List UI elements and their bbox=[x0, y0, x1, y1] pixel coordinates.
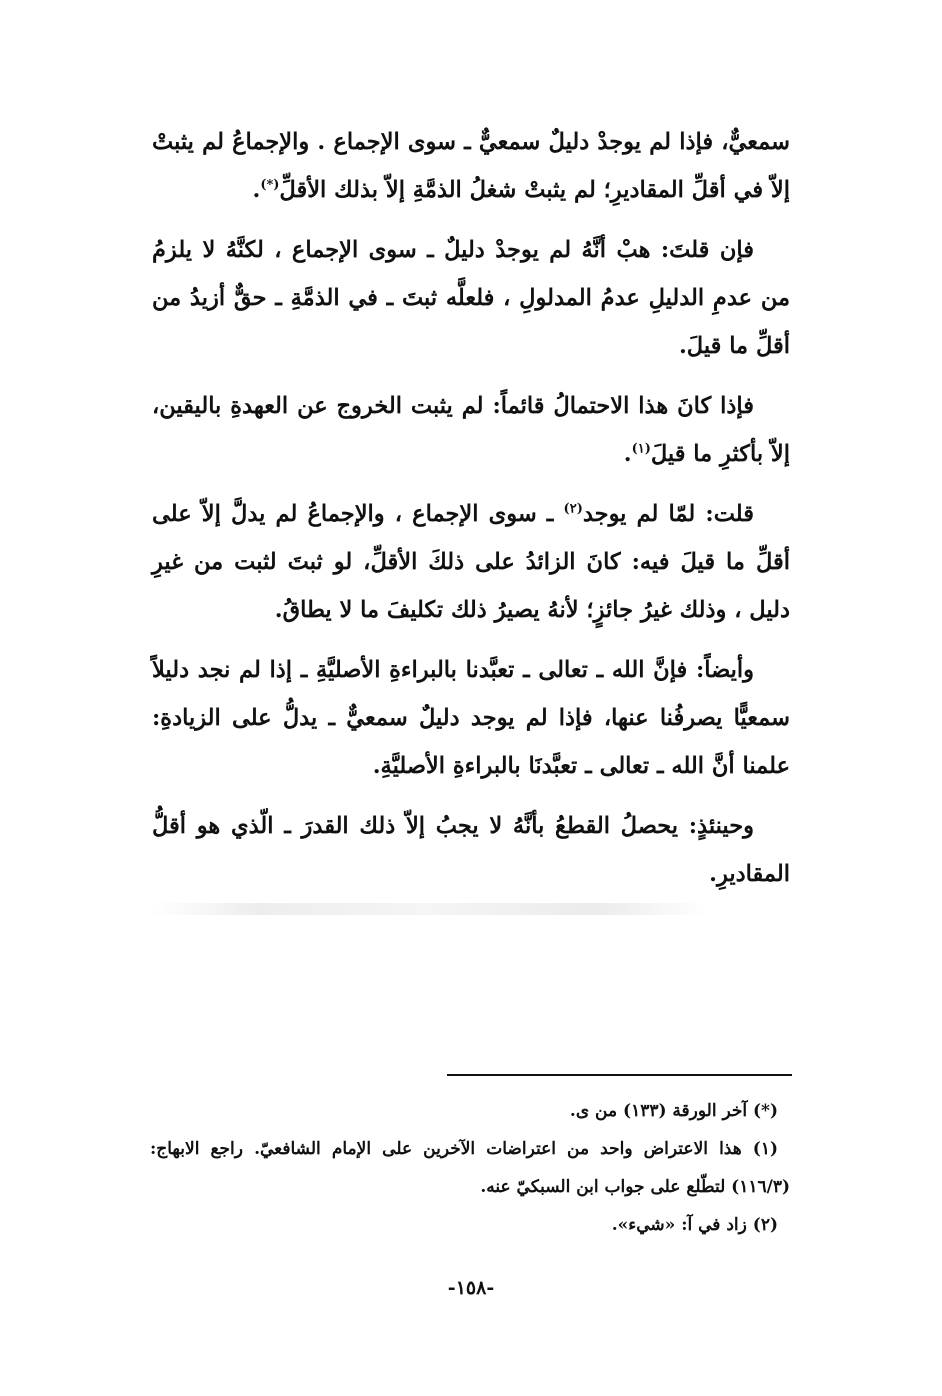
paragraph-4-text: قلت: لمّا لم يوجد bbox=[582, 501, 755, 527]
footnote-marker-2: (٢) bbox=[563, 501, 583, 517]
paragraph-3 bbox=[152, 382, 790, 478]
footnote-marker-star: (*) bbox=[260, 177, 280, 193]
paragraph-5-text: وأيضاً: فإنَّ الله ـ تعالى ـ تعبَّدنا بالبراءةِ الأصليَّةِ ـ إذا لم نجد دليلاً سمعيًّا يصرفُنا عنها، فإذا لم يوجد دليلٌ سمعيٌّ ـ يدلُّ على الزيادةِ: علمنا أنَّ الله ـ تعالى ـ تعبَّدنَا بالبراءةِ الأصليَّةِ. bbox=[152, 657, 790, 779]
paragraph-6 bbox=[152, 802, 790, 898]
paragraph-3-end: . bbox=[623, 441, 632, 467]
main-text bbox=[152, 118, 790, 910]
paragraph-4 bbox=[152, 490, 790, 634]
footnote-divider bbox=[447, 1074, 792, 1076]
footnote-2: (٢) زاد في آ: «شيء». bbox=[611, 1215, 778, 1235]
page-number: -١٥٨- bbox=[447, 1277, 495, 1299]
paragraph-5 bbox=[152, 646, 790, 790]
paragraph-2 bbox=[152, 226, 790, 370]
paragraph-1-text: سمعيٌّ، فإذا لم يوجدْ دليلٌ سمعيٌّ ـ سوى الإجماع . والإجماعُ لم يثبتْ إلاّ في أقلِّ المقاديرِ؛ لم يثبتْ شغلُ الذمَّةِ إلاّ بذلك الأقلِّ bbox=[152, 129, 790, 203]
footnote-1: (١) هذا الاعتراض واحد من اعتراضات الآخرين على الإمام الشافعيّ. راجع الابهاج: (١١٦/٣) لتطّلع على جواب ابن السبكيّ عنه. bbox=[150, 1139, 790, 1197]
paragraph-1-end: . bbox=[252, 177, 261, 203]
paragraph-2-text: فإن قلتَ: هبْ أنَّهُ لم يوجدْ دليلٌ ـ سوى الإجماع ، لكنَّهُ لا يلزمُ من عدمِ الدليلِ عدمُ المدلولِ ، فلعلَّه ثبتَ ـ في الذمَّةِ ـ حقٌّ أزيدُ من أقلِّ ما قيلَ. bbox=[152, 237, 790, 359]
paragraph-1 bbox=[152, 118, 790, 214]
paragraph-6-text: وحينئذٍ: يحصلُ القطعُ بأنَّهُ لا يجبُ إلاّ ذلك القدرَ ـ الّذي هو أقلُّ المقاديرِ. bbox=[152, 813, 790, 887]
footnote-star: (*) آخر الورقة (١٣٣) من ى. bbox=[569, 1101, 778, 1121]
footnote-marker-1: (١) bbox=[631, 441, 651, 457]
paragraph-3-text: فإذا كانَ هذا الاحتمالُ قائماً: لم يثبت الخروج عن العهدةِ باليقين، إلاّ بأكثرِ ما قيلَ bbox=[152, 393, 790, 467]
paragraph-4-rest: ـ سوى الإجماع ، والإجماعُ لم يدلَّ إلاّ على أقلِّ ما قيلَ فيه: كانَ الزائدُ على ذلكَ الأقلِّ، لو ثبتَ لثبت من غيرِ دليل ، وذلك غيرُ جائزٍ؛ لأنهُ يصيرُ ذلك تكليفَ ما لا يطاقُ. bbox=[152, 501, 790, 623]
scan-smudge bbox=[148, 903, 708, 915]
footnotes bbox=[150, 1092, 790, 1244]
